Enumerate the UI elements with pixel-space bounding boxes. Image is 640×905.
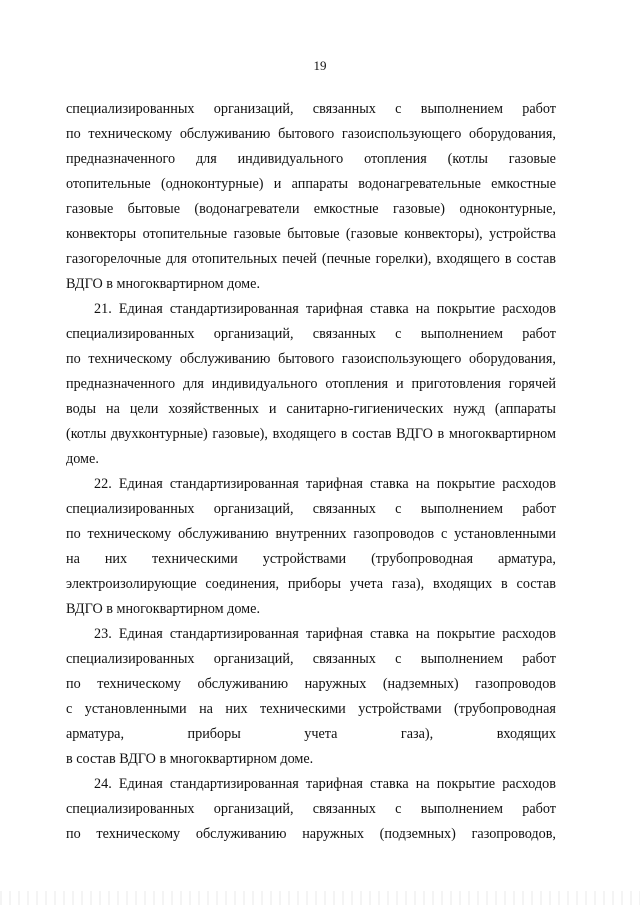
word: стандартизированная: [169, 301, 299, 317]
word: двухконтурные): [110, 426, 208, 442]
text-line: [66, 522, 556, 547]
word: устройствами: [358, 701, 442, 717]
word: специализированных: [66, 501, 195, 517]
text-line: [66, 122, 556, 147]
word: арматура,: [497, 551, 556, 567]
word: (котлы: [447, 151, 488, 167]
word: связанных: [312, 326, 376, 342]
word: бытового: [278, 126, 335, 142]
word: обслуживанию: [195, 826, 287, 842]
paragraph-22: [66, 472, 556, 622]
word: приготовления: [411, 376, 501, 392]
word: ставка: [370, 476, 409, 492]
word: наружных: [304, 676, 367, 692]
word: учета: [349, 576, 384, 592]
word: ВДГО: [396, 426, 433, 442]
word: газовые: [66, 201, 114, 217]
word: тарифная: [305, 476, 363, 492]
word: ставка: [370, 301, 409, 317]
word: техническому: [96, 826, 181, 842]
word: с: [395, 651, 402, 667]
word: на: [415, 776, 430, 792]
word: предназначенного: [66, 151, 176, 167]
word: бытовые: [287, 226, 340, 242]
word: на: [415, 626, 430, 642]
scan-noise-strip: [0, 891, 640, 905]
word: Единая: [118, 776, 163, 792]
word: (котлы: [66, 426, 107, 442]
word: по: [66, 826, 81, 842]
word: связанных: [312, 101, 376, 117]
word: газогорелочные: [66, 251, 162, 267]
word: состав: [516, 576, 556, 592]
word: горелки),: [375, 251, 432, 267]
word: для: [183, 376, 204, 392]
word: газопроводов: [353, 526, 435, 542]
word: отопления: [325, 376, 389, 392]
word: специализированных: [66, 651, 195, 667]
word: расходов: [502, 476, 556, 492]
word: газа),: [391, 576, 425, 592]
paragraph-24: [66, 772, 556, 847]
word: с: [440, 526, 448, 542]
word: (трубопроводная: [371, 551, 474, 567]
word: конвекторы: [66, 226, 137, 242]
text-line: [66, 147, 556, 172]
text-line: [66, 822, 556, 847]
word: расходов: [502, 626, 556, 642]
word: техническими: [260, 701, 346, 717]
word: электроизолирующие: [66, 576, 197, 592]
word: по: [66, 526, 81, 542]
word: установленными: [84, 701, 187, 717]
word: 23.: [94, 626, 112, 642]
text-line: [66, 772, 556, 797]
word: покрытие: [436, 626, 496, 642]
text-line: [66, 672, 556, 697]
word: организаций,: [213, 326, 294, 342]
word: в: [437, 426, 445, 442]
word: работ: [522, 101, 556, 117]
text-line: [66, 322, 556, 347]
word: воды: [66, 401, 97, 417]
text-line: [66, 422, 556, 447]
word: водонагревательные: [358, 176, 481, 192]
text-line: [66, 197, 556, 222]
word: индивидуального: [237, 151, 344, 167]
word: бытовые: [127, 201, 181, 217]
word: техническому: [97, 676, 181, 692]
word: техническими: [152, 551, 238, 567]
word: них: [225, 701, 248, 717]
word: (водонагреватели: [194, 201, 300, 217]
text-line: [66, 172, 556, 197]
word: в: [504, 251, 512, 267]
word: устройствами: [262, 551, 347, 567]
text-line: [66, 222, 556, 247]
text-line: [66, 797, 556, 822]
word: газовые: [508, 151, 556, 167]
word: входящего: [272, 426, 337, 442]
word: газопроводов,: [471, 826, 556, 842]
word: покрытие: [436, 776, 496, 792]
word: с: [395, 801, 402, 817]
word: 22.: [94, 476, 112, 492]
word: с: [395, 501, 402, 517]
text-line: [66, 622, 556, 647]
word: 24.: [94, 776, 112, 792]
word: связанных: [312, 651, 376, 667]
word: Единая: [118, 476, 163, 492]
word: работ: [522, 801, 556, 817]
text-line: ВДГО в многоквартирном доме.: [66, 276, 261, 292]
word: аппараты: [291, 176, 348, 192]
word: тарифная: [305, 626, 363, 642]
word: стандартизированная: [169, 776, 299, 792]
word: приборы: [187, 726, 241, 742]
word: тарифная: [305, 301, 363, 317]
word: ставка: [370, 776, 409, 792]
word: (одноконтурные): [160, 176, 264, 192]
text-line: [66, 697, 556, 722]
text-line: [66, 347, 556, 372]
word: газа),: [400, 726, 434, 742]
word: горячей: [508, 376, 556, 392]
word: бытового: [278, 351, 335, 367]
word: работ: [522, 501, 556, 517]
word: Единая: [118, 626, 163, 642]
word: предназначенного: [66, 376, 176, 392]
word: в: [340, 426, 348, 442]
text-line: [66, 472, 556, 497]
page-number: 19: [313, 58, 327, 73]
word: обслуживанию: [179, 126, 271, 142]
word: нужд: [453, 401, 485, 417]
word: для: [166, 251, 187, 267]
word: учета: [304, 726, 338, 742]
word: организаций,: [213, 651, 294, 667]
word: для: [195, 151, 217, 167]
word: тарифная: [305, 776, 363, 792]
word: выполнением: [420, 801, 503, 817]
word: стандартизированная: [169, 476, 299, 492]
word: обслуживанию: [197, 676, 289, 692]
word: расходов: [502, 776, 556, 792]
text-line: [66, 372, 556, 397]
text-line: [66, 722, 556, 747]
word: газоиспользующего: [341, 126, 462, 142]
word: емкостные: [313, 201, 379, 217]
word: соединения,: [205, 576, 280, 592]
word: газопроводов: [475, 676, 556, 692]
word: отопительные: [142, 226, 228, 242]
text-line: [66, 572, 556, 597]
word: многоквартирном: [448, 426, 556, 442]
text-line: в состав ВДГО в многоквартирном доме.: [66, 751, 314, 767]
word: по: [66, 351, 81, 367]
text-line: [66, 547, 556, 572]
word: организаций,: [213, 101, 294, 117]
word: (печные: [321, 251, 371, 267]
word: организаций,: [213, 501, 294, 517]
word: связанных: [312, 801, 376, 817]
word: выполнением: [420, 326, 503, 342]
word: цели: [129, 401, 159, 417]
word: расходов: [502, 301, 556, 317]
word: отопительные: [66, 176, 151, 192]
word: в: [501, 576, 508, 592]
text-line: [66, 397, 556, 422]
word: (подземных): [379, 826, 456, 842]
word: приборы: [287, 576, 342, 592]
word: газовые: [233, 226, 281, 242]
word: техническому: [88, 126, 173, 142]
word: газоиспользующего: [341, 351, 462, 367]
word: конвекторы),: [404, 226, 483, 242]
text-line: доме.: [66, 451, 99, 467]
word: на: [415, 301, 430, 317]
word: устройства: [489, 226, 556, 242]
text-line: [66, 647, 556, 672]
word: отопительных: [191, 251, 278, 267]
word: печей: [282, 251, 317, 267]
word: выполнением: [420, 501, 503, 517]
word: на: [66, 551, 80, 567]
word: емкостные: [491, 176, 556, 192]
paragraph-20-continued: [66, 97, 556, 297]
word: и: [395, 376, 404, 392]
word: работ: [522, 651, 556, 667]
word: входящих: [496, 726, 556, 742]
word: выполнением: [420, 651, 503, 667]
word: газовые),: [212, 426, 268, 442]
word: (надземных): [382, 676, 459, 692]
word: и: [268, 401, 277, 417]
word: них: [104, 551, 128, 567]
word: входящего: [436, 251, 500, 267]
word: с: [395, 326, 402, 342]
word: одноконтурные,: [459, 201, 556, 217]
word: организаций,: [213, 801, 294, 817]
word: покрытие: [436, 476, 496, 492]
word: газовые): [392, 201, 445, 217]
text-line: ВДГО в многоквартирном доме.: [66, 601, 261, 617]
word: оборудования,: [469, 126, 556, 142]
word: отопления: [364, 151, 427, 167]
word: (газовые: [345, 226, 398, 242]
word: оборудования,: [469, 351, 556, 367]
word: техническому: [88, 351, 173, 367]
paragraph-21: [66, 297, 556, 472]
word: специализированных: [66, 326, 195, 342]
word: и: [273, 176, 282, 192]
word: с: [395, 101, 402, 117]
text-line: [66, 247, 556, 272]
word: по: [66, 126, 81, 142]
word: внутренних: [275, 526, 347, 542]
word: хозяйственных: [168, 401, 259, 417]
word: ставка: [370, 626, 409, 642]
word: Единая: [118, 301, 163, 317]
text-line: [66, 297, 556, 322]
paragraph-23: [66, 622, 556, 772]
word: специализированных: [66, 801, 195, 817]
word: 21.: [94, 301, 112, 317]
word: установленными: [454, 526, 556, 542]
word: входящих: [432, 576, 493, 592]
word: обслуживанию: [179, 351, 271, 367]
word: работ: [522, 326, 556, 342]
word: техническому: [87, 526, 172, 542]
word: состав: [516, 251, 556, 267]
word: (аппараты: [494, 401, 556, 417]
text-line: [66, 497, 556, 522]
word: обслуживанию: [178, 526, 269, 542]
word: санитарно-гигиенических: [286, 401, 444, 417]
word: (трубопроводная: [454, 701, 556, 717]
word: выполнением: [420, 101, 503, 117]
word: состав: [352, 426, 392, 442]
word: индивидуального: [211, 376, 318, 392]
word: связанных: [312, 501, 376, 517]
word: арматура,: [66, 726, 125, 742]
word: специализированных: [66, 101, 195, 117]
word: по: [66, 676, 81, 692]
text-line: [66, 97, 556, 122]
word: на: [199, 701, 213, 717]
document-body: [66, 97, 556, 847]
word: на: [105, 401, 120, 417]
word: с: [66, 701, 73, 717]
word: наружных: [302, 826, 364, 842]
word: на: [415, 476, 430, 492]
word: покрытие: [436, 301, 496, 317]
word: стандартизированная: [169, 626, 299, 642]
